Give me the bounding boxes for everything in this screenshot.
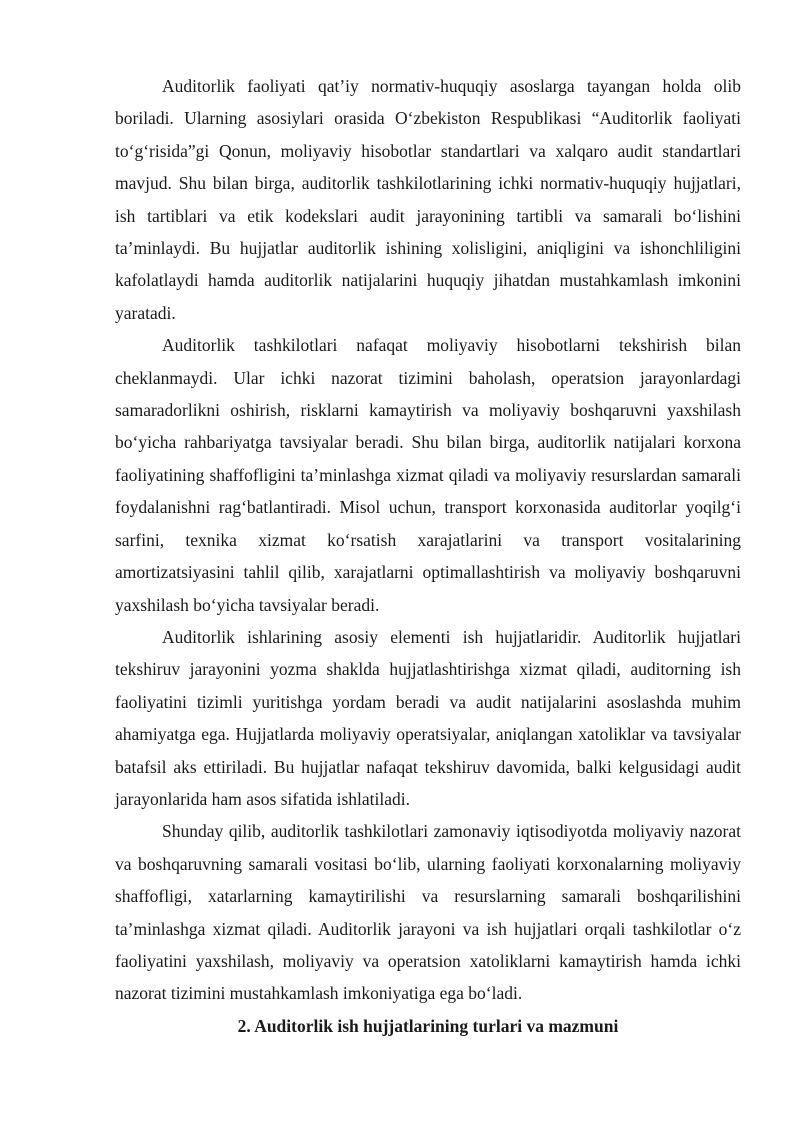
paragraph-conclusion: Shunday qilib, auditorlik tashkilotlari zamonaviy iqtisodiyotda moliyaviy nazorat va boshqaruvning samarali vositasi bo‘lib, ularning faoliyati korxonalarning moliyaviy shaffofligi, xatarlarning kamaytirilishi va resurslarning samarali boshqarilishini ta’minlashga xizmat qiladi. Auditorlik jarayoni va ish hujjatlari orqali tashkilotlar o‘z faoliyatini yaxshilash, moliyaviy va operatsion xatoliklarni kamaytirish hamda ichki nazorat tizimini mustahkamlash imkoniyatiga ega bo‘ladi. (115, 821, 741, 1004)
paragraph-working-papers: Auditorlik ishlarining asosiy elementi ish hujjatlaridir. Auditorlik hujjatlari tekshiruv jarayonini yozma shaklda hujjatlashtirishga xizmat qiladi, auditorning ish faoliyatini tizimli yuritishga yordam beradi va audit natijalarini asoslashda muhim ahamiyatga ega. Hujjatlarda moliyaviy operatsiyalar, aniqlangan xatoliklar va tavsiyalar batafsil aks ettiriladi. Bu hujjatlar nafaqat tekshiruv davomida, balki kelgusidagi audit jarayonlarida ham asos sifatida ishlatiladi. (115, 626, 741, 809)
paragraph-audit-organizations: Auditorlik tashkilotlari nafaqat moliyaviy hisobotlarni tekshirish bilan cheklanmaydi. Ular ichki nazorat tizimini baholash, operatsion jarayonlardagi samaradorlikni oshirish, risklarni kamaytirish va moliyaviy boshqaruvni yaxshilash bo‘yicha rahbariyatga tavsiyalar beradi. Shu bilan birga, auditorlik natijalari korxona faoliyatining shaffofligini ta’minlashga xizmat qiladi va moliyaviy resurslardan samarali foydalanishni rag‘batlantiradi. Misol uchun, transport korxonasida auditorlar yoqilg‘i sarfini, texnika xizmat ko‘rsatish xarajatlarini va transport vositalarining amortizatsiyasini tahlil qilib, xarajatlarni optimallashtirish va moliyaviy boshqaruvni yaxshilash bo‘yicha tavsiyalar beradi. (115, 335, 741, 615)
paragraph-legal-basis: Auditorlik faoliyati qat’iy normativ-huquqiy asoslarga tayangan holda olib boriladi. Ularning asosiylari orasida O‘zbekiston Respublikasi “Auditorlik faoliyati to‘g‘risida”gi Qonun, moliyaviy hisobotlar standartlari va xalqaro audit standartlari mavjud. Shu bilan birga, auditorlik tashkilotlarining ichki normativ-huquqiy hujjatlari, ish tartiblari va etik kodekslari audit jarayonining tartibli va samarali bo‘lishini ta’minlaydi. Bu hujjatlar auditorlik ishining xolisligini, aniqligini va ishonchliligini kafolatlaydi hamda auditorlik natijalarini huquqiy jihatdan mustahkamlash imkonini yaratadi. (115, 76, 741, 323)
section-heading: 2. Auditorlik ish hujjatlarining turlari va mazmuni (237, 1015, 619, 1036)
document-body (115, 70, 741, 1042)
